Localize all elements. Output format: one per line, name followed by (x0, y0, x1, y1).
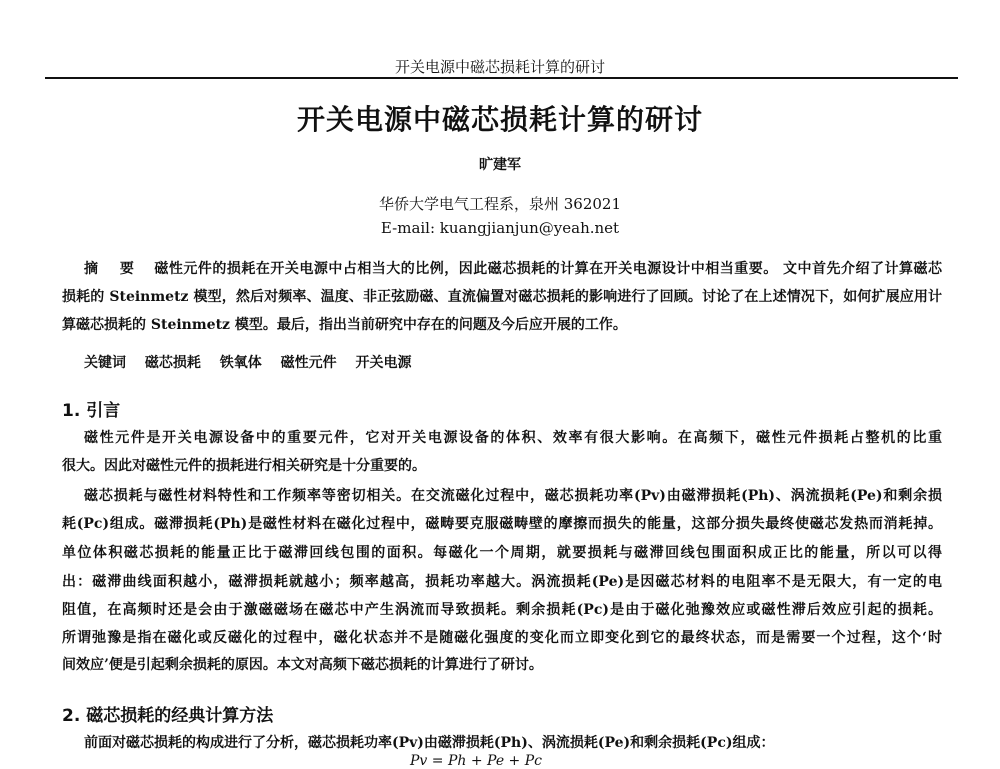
body-line: 间效应’便是引起剩余损耗的原因。本文对高频下磁芯损耗的计算进行了研讨。 (62, 657, 543, 673)
section-heading: 1. 引言 (62, 401, 121, 421)
body-line: 单位体积磁芯损耗的能量正比于磁滞回线包围的面积。每磁化一个周期，就要损耗与磁滞回线包围面积成正比的能量，所以可以得 (62, 545, 942, 561)
running-head: 开关电源中磁芯损耗计算的研讨 (394, 58, 605, 76)
body-line: 出：磁滞曲线面积越小，磁滞损耗就越小；频率越高，损耗功率越大。涡流损耗(Pe)是因磁芯材料的电阻率不是无限大，有一定的电 (62, 574, 942, 590)
affiliation: 华侨大学电气工程系，泉州 362021 (378, 195, 622, 213)
keyword: 磁芯损耗 (144, 355, 201, 371)
author: 旷建军 (479, 157, 521, 173)
abstract-line: 摘 要 磁性元件的损耗在开关电源中占相当大的比例，因此磁芯损耗的计算在开关电源设计中相当重要。 文中首先介绍了计算磁芯 (84, 261, 943, 277)
keyword: 磁性元件 (280, 355, 337, 371)
keyword: 开关电源 (355, 355, 412, 371)
abstract-line: 损耗的 Steinmetz 模型，然后对频率、温度、非正弦励磁、直流偏置对磁芯损耗的影响进行了回顾。讨论了在上述情况下，如何扩展应用计 (62, 289, 942, 305)
abstract-line: 算磁芯损耗的 Steinmetz 模型。最后，指出当前研究中存在的问题及今后应开展的工作。 (62, 317, 627, 333)
body-line: 所谓弛豫是指在磁化或反磁化的过程中，磁化状态并不是随磁化强度的变化而立即变化到它的最终状态，而是需要一个过程，这个‘时 (62, 630, 942, 646)
equation: Pv = Ph + Pe + Pc (410, 753, 542, 769)
header-rule (45, 77, 958, 79)
paper-title: 开关电源中磁芯损耗计算的研讨 (296, 103, 703, 136)
body-line: 很大。因此对磁性元件的损耗进行相关研究是十分重要的。 (62, 458, 426, 474)
abstract-label: 摘 要 (84, 261, 143, 277)
body-line: 前面对磁芯损耗的构成进行了分析，磁芯损耗功率(Pv)由磁滞损耗(Ph)、涡流损耗(Pe)和剩余损耗(Pc)组成： (84, 735, 775, 751)
body-line: 磁芯损耗与磁性材料特性和工作频率等密切相关。在交流磁化过程中，磁芯损耗功率(Pv)由磁滞损耗(Ph)、涡流损耗(Pe)和剩余损 (84, 488, 942, 504)
keywords-label: 关键词 (84, 355, 126, 371)
keyword: 铁氧体 (219, 355, 262, 371)
section-heading: 2. 磁芯损耗的经典计算方法 (62, 706, 274, 726)
email: E-mail: kuangjianjun@yeah.net (380, 219, 620, 237)
body-line: 耗(Pc)组成。磁滞损耗(Ph)是磁性材料在磁化过程中，磁畴要克服磁畴壁的摩擦而损失的能量，这部分损失最终使磁芯发热而消耗掉。 (62, 516, 942, 532)
body-line: 磁性元件是开关电源设备中的重要元件，它对开关电源设备的体积、效率有很大影响。在高频下，磁性元件损耗占整机的比重 (84, 430, 942, 446)
body-line: 阻值，在高频时还是会由于激磁磁场在磁芯中产生涡流而导致损耗。剩余损耗(Pc)是由于磁化弛豫效应或磁性滞后效应引起的损耗。 (62, 602, 942, 618)
keywords (84, 353, 942, 373)
